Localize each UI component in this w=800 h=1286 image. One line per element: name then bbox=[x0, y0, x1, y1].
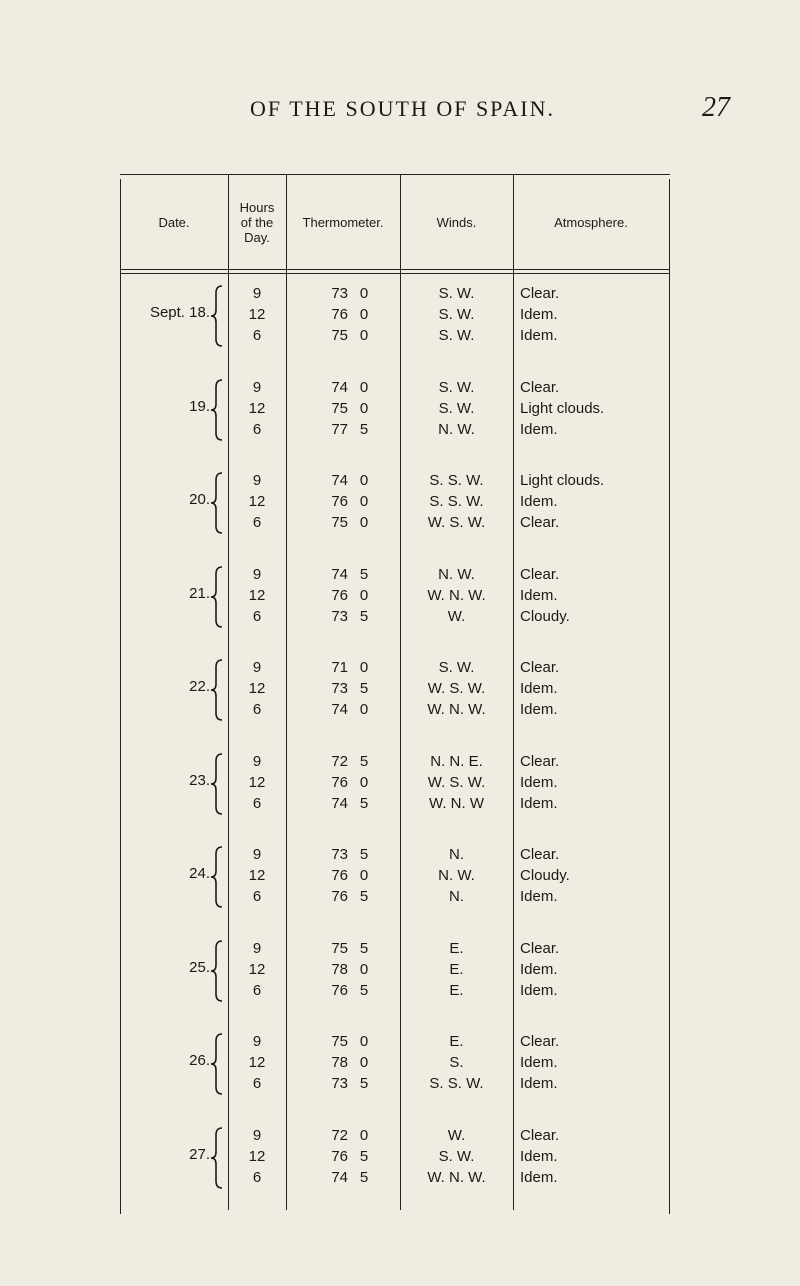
temperature-fraction: 5 bbox=[359, 607, 369, 625]
wind-cell: N. bbox=[449, 888, 464, 905]
table-row bbox=[120, 491, 670, 512]
wind-cell: E. bbox=[449, 960, 464, 978]
hour-cell: 9 bbox=[252, 846, 262, 863]
table-row bbox=[120, 419, 670, 440]
wind-cell: S. bbox=[449, 1054, 464, 1071]
wind-cell: E. bbox=[449, 981, 464, 999]
wind-cell: W. N. W. bbox=[427, 1168, 486, 1186]
table-row bbox=[120, 377, 670, 398]
table-row bbox=[120, 959, 670, 980]
hour-cell: 9 bbox=[252, 939, 262, 957]
table-row bbox=[120, 844, 670, 865]
running-head bbox=[0, 92, 800, 132]
table-row bbox=[120, 793, 670, 814]
date-label: 19. bbox=[189, 397, 210, 415]
table-row bbox=[120, 657, 670, 678]
wind-cell: N. W. bbox=[438, 420, 475, 438]
date-label: 21. bbox=[189, 584, 210, 602]
wind-cell: N. W. bbox=[438, 565, 475, 583]
temperature-fraction: 0 bbox=[359, 867, 369, 884]
wind-cell: W. S. W. bbox=[427, 773, 486, 791]
atmosphere-cell: Idem. bbox=[520, 1054, 558, 1071]
temperature-fraction: 5 bbox=[359, 981, 369, 999]
temperature-fraction: 5 bbox=[359, 1147, 369, 1165]
atmosphere-cell: Idem. bbox=[520, 888, 558, 905]
atmosphere-cell: Idem. bbox=[520, 1168, 558, 1186]
temperature-degrees: 74 bbox=[331, 1168, 348, 1186]
hour-cell: 12 bbox=[248, 680, 266, 697]
atmosphere-cell: Clear. bbox=[520, 378, 560, 396]
temperature-degrees: 75 bbox=[331, 514, 348, 531]
wind-cell: W. bbox=[447, 1126, 466, 1144]
column-header-hours-text: Hours of the Day. bbox=[239, 199, 275, 245]
date-group bbox=[120, 564, 670, 630]
hour-cell: 12 bbox=[248, 493, 266, 510]
table-row bbox=[120, 865, 670, 886]
atmosphere-cell: Clear. bbox=[520, 659, 560, 676]
atmosphere-cell: Idem. bbox=[520, 794, 558, 812]
wind-cell: S. W. bbox=[438, 659, 475, 676]
date-group bbox=[120, 283, 670, 349]
date-group bbox=[120, 938, 670, 1004]
atmosphere-cell: Clear. bbox=[520, 1126, 560, 1144]
temperature-fraction: 5 bbox=[359, 939, 369, 957]
date-label: 25. bbox=[189, 958, 210, 976]
date-label: 27. bbox=[189, 1145, 210, 1163]
wind-cell: W. N. W. bbox=[427, 701, 486, 718]
table-row bbox=[120, 304, 670, 325]
hour-cell: 6 bbox=[252, 607, 262, 625]
atmosphere-cell: Idem. bbox=[520, 1147, 558, 1165]
wind-cell: S. S. W. bbox=[429, 493, 484, 510]
page-number: 27 bbox=[702, 92, 730, 123]
wind-cell: N. bbox=[449, 846, 464, 863]
temperature-degrees: 78 bbox=[331, 1054, 348, 1071]
date-group bbox=[120, 377, 670, 443]
table-row bbox=[120, 512, 670, 533]
temperature-degrees: 73 bbox=[331, 285, 348, 302]
atmosphere-cell: Idem. bbox=[520, 680, 558, 697]
temperature-degrees: 76 bbox=[331, 306, 348, 323]
temperature-fraction: 0 bbox=[359, 1126, 369, 1144]
temperature-fraction: 0 bbox=[359, 1033, 369, 1050]
column-header-thermometer: Thermometer. bbox=[302, 214, 384, 230]
hour-cell: 6 bbox=[252, 794, 262, 812]
table-row bbox=[120, 751, 670, 772]
temperature-degrees: 75 bbox=[331, 1033, 348, 1050]
date-group bbox=[120, 1031, 670, 1097]
temperature-degrees: 74 bbox=[331, 565, 348, 583]
running-title: OF THE SOUTH OF SPAIN. bbox=[250, 96, 556, 121]
temperature-degrees: 75 bbox=[331, 399, 348, 417]
table-row bbox=[120, 678, 670, 699]
hour-cell: 6 bbox=[252, 701, 262, 718]
temperature-fraction: 0 bbox=[359, 514, 369, 531]
date-label: 20. bbox=[189, 491, 210, 508]
temperature-fraction: 0 bbox=[359, 586, 369, 604]
temperature-degrees: 76 bbox=[331, 867, 348, 884]
temperature-degrees: 73 bbox=[331, 846, 348, 863]
wind-cell: N. W. bbox=[438, 867, 475, 884]
table-row bbox=[120, 1146, 670, 1167]
hour-cell: 12 bbox=[248, 867, 266, 884]
wind-cell: S. W. bbox=[438, 285, 475, 302]
table-row bbox=[120, 886, 670, 907]
wind-cell: W. bbox=[447, 607, 466, 625]
temperature-degrees: 73 bbox=[331, 680, 348, 697]
temperature-fraction: 0 bbox=[359, 960, 369, 978]
wind-cell: W. S. W. bbox=[427, 680, 486, 697]
atmosphere-cell: Idem. bbox=[520, 960, 558, 978]
atmosphere-cell: Idem. bbox=[520, 701, 558, 718]
table-row bbox=[120, 938, 670, 959]
table-row bbox=[120, 772, 670, 793]
temperature-fraction: 0 bbox=[359, 773, 369, 791]
temperature-degrees: 73 bbox=[331, 607, 348, 625]
temperature-fraction: 0 bbox=[359, 306, 369, 323]
table-row bbox=[120, 1052, 670, 1073]
hour-cell: 6 bbox=[252, 420, 262, 438]
date-group bbox=[120, 751, 670, 817]
hour-cell: 9 bbox=[252, 1033, 262, 1050]
table-row bbox=[120, 1031, 670, 1052]
temperature-fraction: 5 bbox=[359, 888, 369, 905]
hour-cell: 6 bbox=[252, 1075, 262, 1092]
atmosphere-cell: Idem. bbox=[520, 306, 558, 323]
date-group bbox=[120, 844, 670, 910]
temperature-fraction: 0 bbox=[359, 1054, 369, 1071]
wind-cell: S. W. bbox=[438, 306, 475, 323]
temperature-degrees: 74 bbox=[331, 794, 348, 812]
atmosphere-cell: Clear. bbox=[520, 285, 560, 302]
temperature-degrees: 72 bbox=[331, 752, 348, 770]
wind-cell: S. W. bbox=[438, 327, 475, 344]
hour-cell: 12 bbox=[248, 1054, 266, 1071]
temperature-fraction: 5 bbox=[359, 680, 369, 697]
hour-cell: 9 bbox=[252, 752, 262, 770]
hour-cell: 12 bbox=[248, 399, 266, 417]
date-label: 26. bbox=[189, 1052, 210, 1069]
table-row bbox=[120, 980, 670, 1001]
date-group bbox=[120, 657, 670, 723]
table-row bbox=[120, 564, 670, 585]
date-group bbox=[120, 470, 670, 536]
temperature-fraction: 5 bbox=[359, 794, 369, 812]
atmosphere-cell: Clear. bbox=[520, 565, 560, 583]
hour-cell: 12 bbox=[248, 306, 266, 323]
column-header-date: Date. bbox=[158, 214, 190, 230]
temperature-fraction: 5 bbox=[359, 752, 369, 770]
hour-cell: 12 bbox=[248, 960, 266, 978]
temperature-degrees: 76 bbox=[331, 773, 348, 791]
atmosphere-cell: Idem. bbox=[520, 586, 558, 604]
wind-cell: S. W. bbox=[438, 1147, 475, 1165]
atmosphere-cell: Idem. bbox=[520, 981, 558, 999]
table-row bbox=[120, 470, 670, 491]
hour-cell: 9 bbox=[252, 472, 262, 489]
hour-cell: 12 bbox=[248, 773, 266, 791]
temperature-fraction: 5 bbox=[359, 565, 369, 583]
temperature-degrees: 74 bbox=[331, 472, 348, 489]
hour-cell: 6 bbox=[252, 888, 262, 905]
temperature-fraction: 0 bbox=[359, 285, 369, 302]
wind-cell: N. N. E. bbox=[430, 752, 483, 770]
temperature-degrees: 76 bbox=[331, 586, 348, 604]
date-label: 23. bbox=[189, 771, 210, 789]
temperature-degrees: 77 bbox=[331, 420, 348, 438]
wind-cell: W. S. W. bbox=[427, 514, 486, 531]
header-rule bbox=[120, 269, 670, 274]
temperature-degrees: 76 bbox=[331, 493, 348, 510]
atmosphere-cell: Cloudy. bbox=[520, 607, 570, 625]
temperature-degrees: 76 bbox=[331, 981, 348, 999]
hour-cell: 12 bbox=[248, 1147, 266, 1165]
temperature-degrees: 78 bbox=[331, 960, 348, 978]
temperature-fraction: 5 bbox=[359, 420, 369, 438]
hour-cell: 12 bbox=[248, 586, 266, 604]
hour-cell: 9 bbox=[252, 1126, 262, 1144]
table-row bbox=[120, 1167, 670, 1188]
hour-cell: 6 bbox=[252, 1168, 262, 1186]
temperature-degrees: 74 bbox=[331, 378, 348, 396]
wind-cell: W. N. W. bbox=[427, 586, 486, 604]
wind-cell: S. W. bbox=[438, 378, 475, 396]
atmosphere-cell: Light clouds. bbox=[520, 399, 605, 417]
table-row bbox=[120, 1125, 670, 1146]
atmosphere-cell: Clear. bbox=[520, 846, 560, 863]
atmosphere-cell: Idem. bbox=[520, 493, 558, 510]
date-group bbox=[120, 1125, 670, 1191]
temperature-fraction: 0 bbox=[359, 701, 369, 718]
atmosphere-cell: Idem. bbox=[520, 1075, 558, 1092]
atmosphere-cell: Clear. bbox=[520, 939, 560, 957]
date-label: 24. bbox=[189, 865, 210, 882]
wind-cell: W. N. W bbox=[429, 794, 484, 812]
hour-cell: 9 bbox=[252, 285, 262, 302]
weather-table bbox=[120, 174, 670, 1210]
atmosphere-cell: Idem. bbox=[520, 327, 558, 344]
temperature-fraction: 5 bbox=[359, 1168, 369, 1186]
temperature-fraction: 5 bbox=[359, 1075, 369, 1092]
temperature-fraction: 5 bbox=[359, 846, 369, 863]
hour-cell: 9 bbox=[252, 565, 262, 583]
wind-cell: S. W. bbox=[438, 399, 475, 417]
hour-cell: 6 bbox=[252, 514, 262, 531]
temperature-degrees: 75 bbox=[331, 327, 348, 344]
column-header-hours bbox=[228, 175, 286, 269]
table-row bbox=[120, 398, 670, 419]
hour-cell: 6 bbox=[252, 981, 262, 999]
atmosphere-cell: Idem. bbox=[520, 773, 558, 791]
temperature-degrees: 73 bbox=[331, 1075, 348, 1092]
table-row bbox=[120, 325, 670, 346]
temperature-fraction: 0 bbox=[359, 327, 369, 344]
column-header-atmosphere: Atmosphere. bbox=[554, 214, 628, 230]
wind-cell: S. S. W. bbox=[429, 472, 484, 489]
table-row bbox=[120, 606, 670, 627]
table-row bbox=[120, 283, 670, 304]
temperature-fraction: 0 bbox=[359, 378, 369, 396]
wind-cell: E. bbox=[449, 939, 464, 957]
wind-cell: E. bbox=[449, 1033, 464, 1050]
column-header-winds: Winds. bbox=[436, 214, 477, 230]
temperature-degrees: 75 bbox=[331, 939, 348, 957]
atmosphere-cell: Clear. bbox=[520, 752, 560, 770]
wind-cell: S. S. W. bbox=[429, 1075, 484, 1092]
temperature-fraction: 0 bbox=[359, 493, 369, 510]
temperature-degrees: 76 bbox=[331, 888, 348, 905]
hour-cell: 9 bbox=[252, 659, 262, 676]
atmosphere-cell: Light clouds. bbox=[520, 472, 605, 489]
temperature-fraction: 0 bbox=[359, 659, 369, 676]
date-label: Sept. 18. bbox=[149, 304, 210, 321]
temperature-fraction: 0 bbox=[359, 399, 369, 417]
table-row bbox=[120, 585, 670, 606]
temperature-degrees: 74 bbox=[331, 701, 348, 718]
hour-cell: 6 bbox=[252, 327, 262, 344]
atmosphere-cell: Cloudy. bbox=[520, 867, 570, 884]
temperature-degrees: 71 bbox=[331, 659, 348, 676]
table-row bbox=[120, 1073, 670, 1094]
hour-cell: 9 bbox=[252, 378, 262, 396]
temperature-degrees: 72 bbox=[331, 1126, 348, 1144]
atmosphere-cell: Clear. bbox=[520, 1033, 560, 1050]
table-row bbox=[120, 699, 670, 720]
atmosphere-cell: Idem. bbox=[520, 420, 558, 438]
atmosphere-cell: Clear. bbox=[520, 514, 560, 531]
date-label: 22. bbox=[189, 678, 210, 695]
temperature-fraction: 0 bbox=[359, 472, 369, 489]
temperature-degrees: 76 bbox=[331, 1147, 348, 1165]
